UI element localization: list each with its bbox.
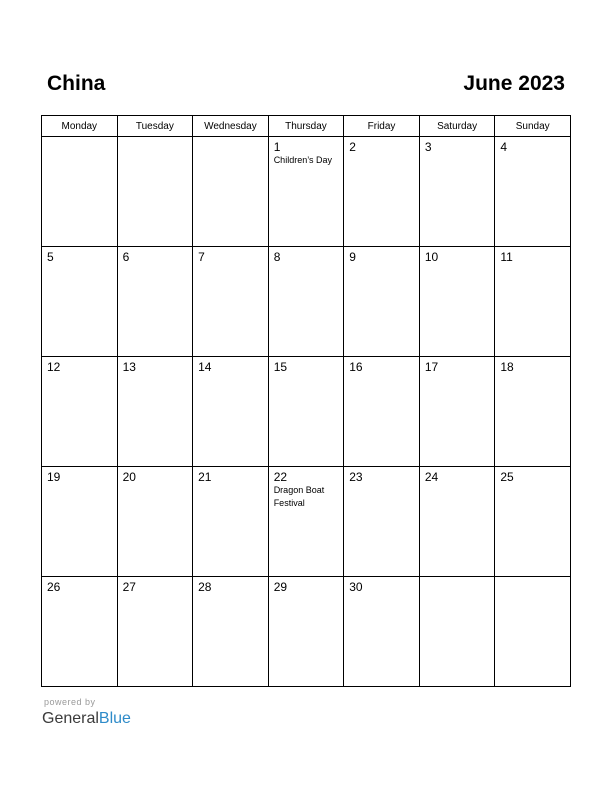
day-number: 17 [424,360,439,374]
day-cell [117,247,193,357]
day-cell [193,357,269,467]
day-cell [193,247,269,357]
day-number: 16 [349,360,363,374]
day-cell [495,467,571,577]
day-cell [495,357,571,467]
day-number: 22 [273,470,288,484]
day-number: 9 [349,250,356,264]
day-cell [268,137,344,247]
day-cell [193,137,269,247]
day-cell [344,467,420,577]
weekday-header: Friday [344,116,420,137]
week-row [42,247,571,357]
week-row [42,577,571,687]
weekday-header: Monday [42,116,118,137]
brand-general-text: General [42,710,99,727]
day-cell [117,357,193,467]
day-number: 12 [47,360,61,374]
weekday-header: Saturday [419,116,495,137]
day-cell [344,577,420,687]
week-row [42,357,571,467]
day-number: 6 [122,250,130,264]
day-cell [268,357,344,467]
month-title: June 2023 [463,72,565,95]
day-cell [42,467,118,577]
day-cell [117,137,193,247]
day-number: 27 [122,580,136,594]
day-number: 18 [500,360,514,374]
holiday-label: Dragon Boat Festival [273,485,325,508]
day-cell [117,577,193,687]
day-number: 4 [500,140,508,154]
day-cell [42,247,118,357]
day-number: 2 [349,140,356,154]
day-number [420,577,495,581]
day-cell [268,247,344,357]
day-number [42,137,117,141]
day-number: 30 [349,580,363,594]
day-number: 3 [424,140,432,154]
day-number: 20 [122,470,136,484]
day-number: 28 [198,580,212,594]
day-cell [268,467,344,577]
day-number [193,137,268,141]
day-number: 8 [273,250,281,264]
day-number [495,577,570,581]
day-number: 23 [349,470,363,484]
holiday-label: Children’s Day [273,155,333,165]
day-number: 5 [47,250,54,264]
day-number: 25 [500,470,514,484]
day-number: 15 [273,360,288,374]
day-number: 10 [424,250,439,264]
day-number: 19 [47,470,61,484]
week-row [42,137,571,247]
day-number: 26 [47,580,61,594]
day-cell [495,577,571,687]
day-number: 14 [198,360,212,374]
day-cell [42,137,118,247]
brand-blue-text: Blue [98,710,131,727]
weekday-header: Sunday [495,116,571,137]
day-number: 29 [273,580,288,594]
country-title: China [47,72,106,95]
day-cell [268,577,344,687]
day-number: 7 [198,250,205,264]
day-cell [344,137,420,247]
day-cell [344,247,420,357]
day-cell [117,467,193,577]
day-cell [419,577,495,687]
calendar-grid [41,115,571,687]
weekday-header: Wednesday [193,116,269,137]
brand-logo[interactable] [42,709,131,729]
day-cell [419,137,495,247]
day-number: 11 [500,250,513,264]
day-number: 21 [198,470,212,484]
day-number [118,137,193,141]
week-row [42,467,571,577]
weekday-header: Thursday [268,116,344,137]
day-number: 1 [273,140,281,154]
weekday-header-row [42,116,571,137]
day-cell [419,467,495,577]
day-cell [419,247,495,357]
day-cell [344,357,420,467]
powered-by-text: powered by [44,697,96,707]
day-cell [42,577,118,687]
day-cell [42,357,118,467]
day-number: 13 [122,360,136,374]
day-number: 24 [424,470,439,484]
day-cell [193,577,269,687]
day-cell [495,247,571,357]
weekday-header: Tuesday [117,116,193,137]
day-cell [193,467,269,577]
day-cell [495,137,571,247]
day-cell [419,357,495,467]
